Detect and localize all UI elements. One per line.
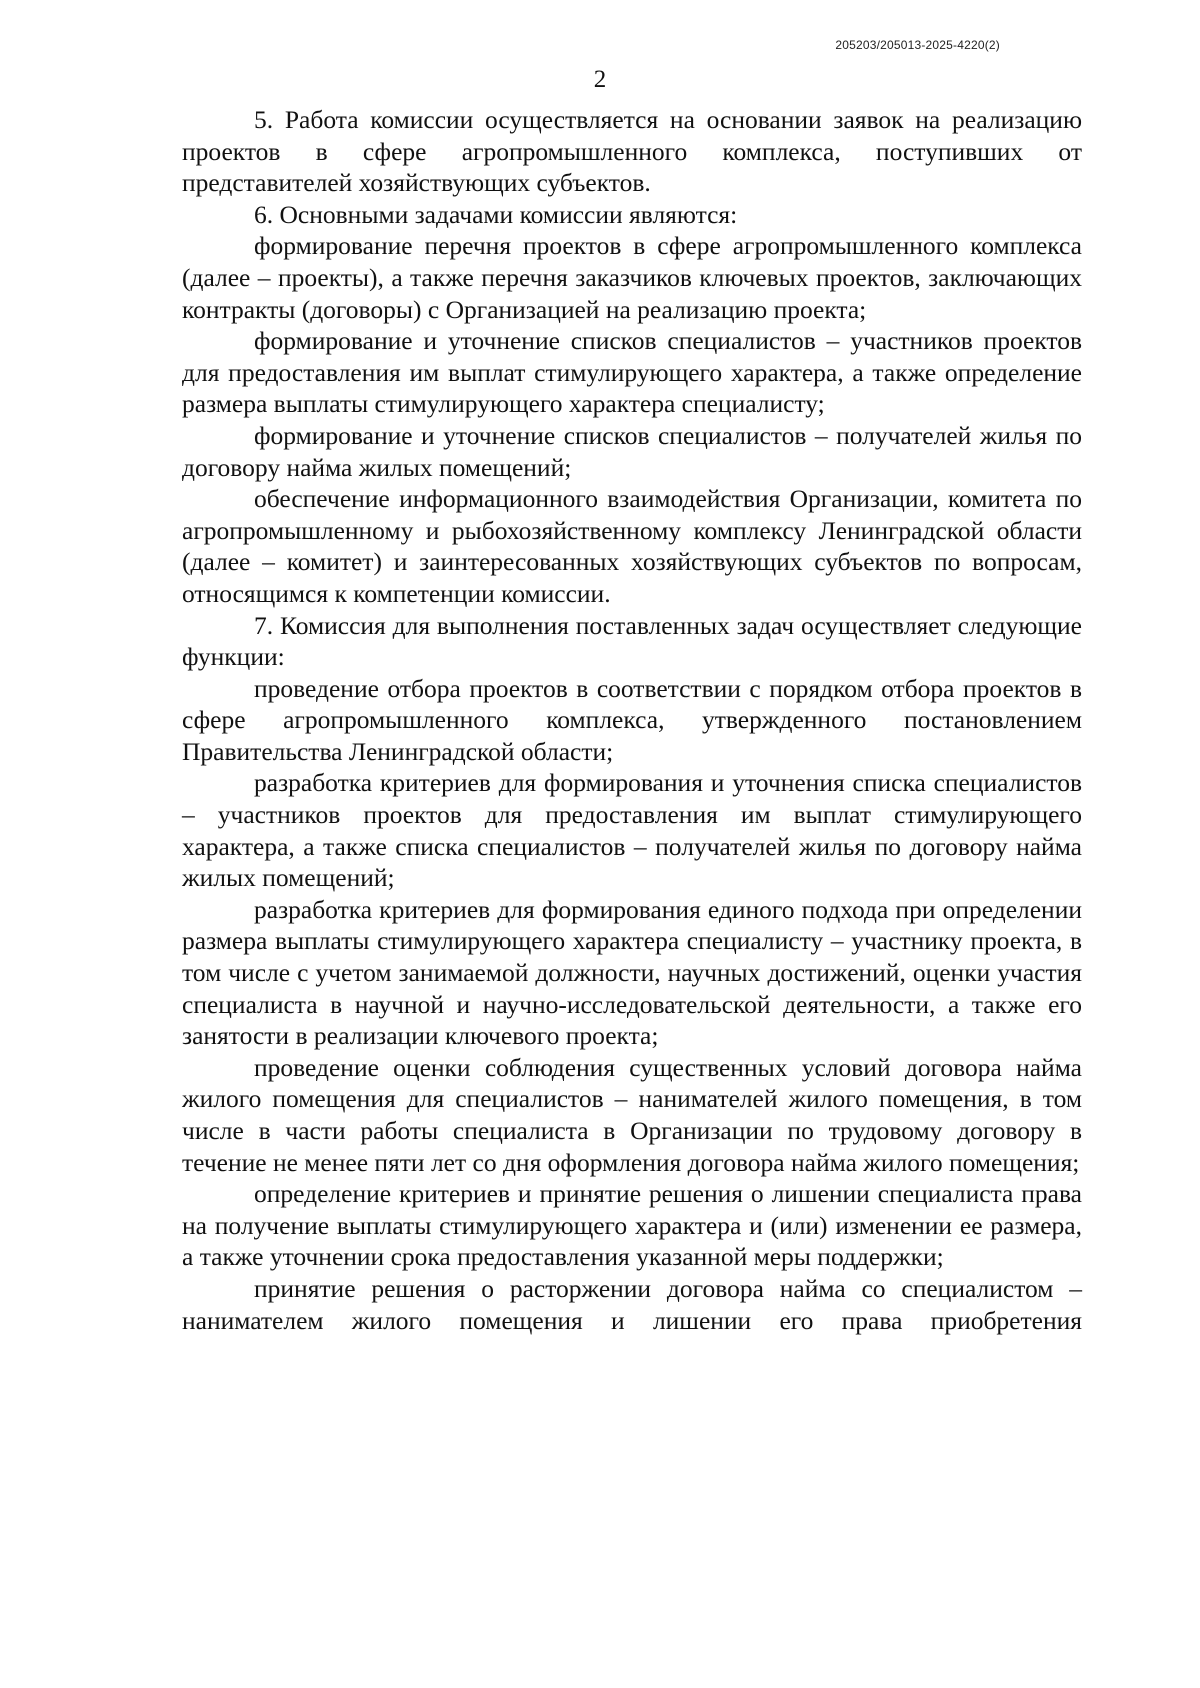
task-list-item: формирование и уточнение списков специалистов – получателей жилья по договору найма жилых помещений; [182, 420, 1082, 482]
document-body [182, 104, 1082, 1336]
function-list-item: проведение отбора проектов в соответствии с порядком отбора проектов в сфере агропромышленного комплекса, утвержденного постановлением Правительства Ленинградской области; [182, 673, 1082, 766]
function-list-item: определение критериев и принятие решения о лишении специалиста права на получение выплаты стимулирующего характера и (или) изменении ее размера, а также уточнении срока предоставления указанной меры поддержки; [182, 1179, 1082, 1272]
function-list-item-continued: принятие решения о расторжении договора найма со специалистом – нанимателем жилого помещения и лишении его права приобретения [182, 1273, 1082, 1335]
function-list-item: проведение оценки соблюдения существенных условий договора найма жилого помещения для специалистов – нанимателей жилого помещения, в том числе в части работы специалиста в Организации по трудовому договору в течение не менее пяти лет со дня оформления договора найма жилого помещения; [182, 1052, 1082, 1177]
paragraph-7-functions-heading: 7. Комиссия для выполнения поставленных задач осуществляет следующие функции: [182, 610, 1082, 672]
document-registration-number: 205203/205013-2025-4220(2) [835, 38, 1000, 52]
task-list-item: формирование и уточнение списков специалистов – участников проектов для предоставления им выплат стимулирующего характера, а также определение размера выплаты стимулирующего характера специалисту; [182, 326, 1082, 419]
function-list-item: разработка критериев для формирования единого подхода при определении размера выплаты стимулирующего характера специалисту – участнику проекта, в том числе с учетом занимаемой должности, научных достижений, оценки участия специалиста в научной и научно-исследовательской деятельности, а также его занятости в реализации ключевого проекта; [182, 894, 1082, 1051]
paragraph-5-work-of-commission: 5. Работа комиссии осуществляется на основании заявок на реализацию проектов в сфере агропромышленного комплекса, поступивших от представителей хозяйствующих субъектов. [182, 105, 1082, 198]
function-list-item: разработка критериев для формирования и уточнения списка специалистов – участников проектов для предоставления им выплат стимулирующего характера, а также списка специалистов – получателей жилья по договору найма жилых помещений; [182, 768, 1082, 893]
task-list-item: обеспечение информационного взаимодействия Организации, комитета по агропромышленному и рыбохозяйственному комплексу Ленинградской области (далее – комитет) и заинтересованных хозяйствующих субъектов по вопросам, относящимся к компетенции комиссии. [182, 484, 1082, 608]
paragraph-6-main-tasks-heading: 6. Основными задачами комиссии являются: [254, 199, 738, 229]
page-number: 2 [593, 66, 607, 93]
task-list-item: формирование перечня проектов в сфере агропромышленного комплекса (далее – проекты), а также перечня заказчиков ключевых проектов, заключающих контракты (договоры) с Организацией на реализацию проекта; [182, 231, 1082, 324]
